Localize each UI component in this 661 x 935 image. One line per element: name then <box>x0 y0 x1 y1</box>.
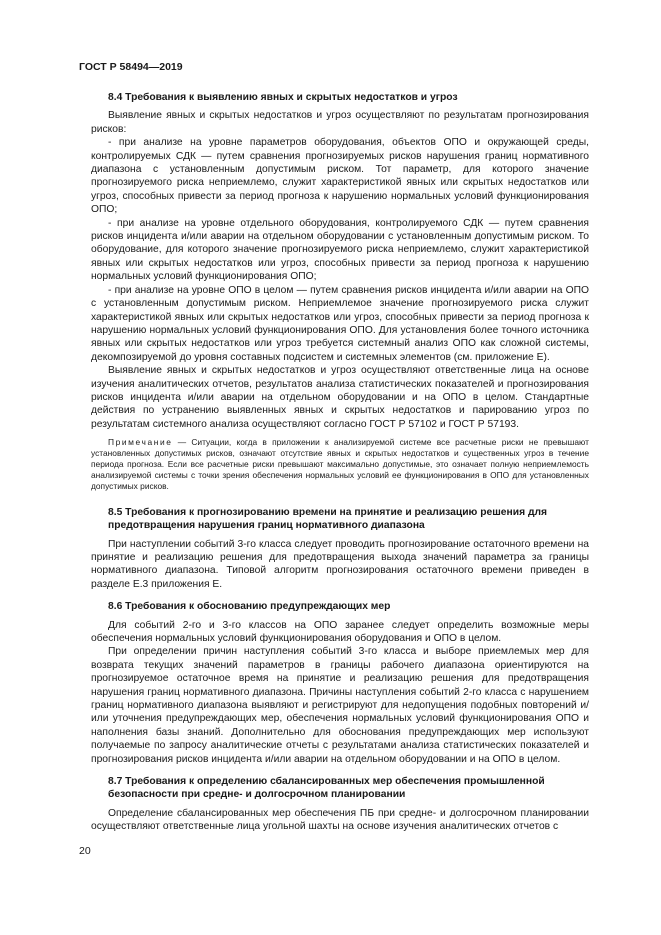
section-8-6-paragraph-2: При определении причин наступления событий 3-го класса и выборе приемлемых мер для возврата текущих значений параметров в границы рабочего диапазона ориентируются на прогнозируемое остаточное время на принятие и реализацию решения для предотвращения нарушения границ нормативного диапазона. Причины наступления событий 2-го класса с нарушением границ нормативного диапазона выявляют и регистрируют для недопущения подобных повторений и/или уточнения предупреждающих мер, обеспечения нормальных условий функционирования ОПО и наполнения базы знаний. Дополнительно для обоснования предупреждающих мер используют получаемые по запросу аналитические отчеты с результатами анализа статистических показателей и прогнозирования рисков инцидента и/или аварии на отдельном оборудовании и на ОПО в целом. <box>91 646 589 765</box>
section-8-7-paragraph: Определение сбалансированных мер обеспечения ПБ при средне- и долгосрочном планировании осуществляют ответственные лица угольной шахты на основе изучения аналитических отчетов с <box>91 807 589 833</box>
section-8-4-conclusion: Выявление явных и скрытых недостатков и угроз осуществляют ответственные лица на основе изучения аналитических отчетов, результатов анализа статистических показателей и прогнозирования рисков инцидента и/или аварии на отдельном оборудовании и на ОПО в целом. Стандартные действия по устранению выявленных явных и скрытых недостатков и парированию угроз по результатам системного анализа осуществляют согласно ГОСТ Р 57102 и ГОСТ Р 57193. <box>91 365 589 430</box>
section-8-7-heading: 8.7 Требования к определению сбалансированных мер обеспечения промышленной безопасности при средне- и долгосрочном планировании <box>108 776 545 801</box>
section-8-5-heading: 8.5 Требования к прогнозированию времени на принятие и реализацию решения для предотвращения нарушения границ нормативного диапазона <box>108 506 548 532</box>
page-number: 20 <box>79 845 91 857</box>
section-8-5-paragraph: При наступлении событий 3-го класса следует проводить прогнозирование остаточного времени на принятие и реализацию решения для предотвращения выхода значений параметра за границы нормативного диапазона. Типовой алгоритм прогнозирования остаточного времени приведен в разделе Е.3 приложения Е. <box>91 538 589 590</box>
note-label: Примечание <box>108 437 173 448</box>
section-8-4-note <box>91 437 589 492</box>
section-8-6-heading: 8.6 Требования к обоснованию предупреждающих мер <box>108 601 391 613</box>
section-8-4-item-parameters: - при анализе на уровне параметров оборудования, объектов ОПО и окружающей среды, контролируемых СДК — путем сравнения прогнозируемых рисков нарушения границ нормативного диапазона с установленным допустимым риском. Тот параметр, для которого значение прогнозируемого риска неприемлемо, служит характеристикой явных или скрытых недостатков или угроз, способных привести за период прогноза к нарушению нормальных условий функционирования ОПО; <box>91 137 589 216</box>
section-8-4-item-equipment: - при анализе на уровне отдельного оборудования, контролируемого СДК — путем сравнения рисков инцидента и/или аварии на отдельном оборудовании с установленным допустимым риском. То оборудование, для которого значение прогнозируемого риска неприемлемо, служит характеристикой явных или скрытых недостатков или угроз, способных привести за период прогноза к нарушению нормальных условий функционирования ОПО; <box>91 217 589 283</box>
section-8-6-paragraph-1: Для событий 2-го и 3-го классов на ОПО заранее следует определить возможные меры обеспечения нормальных условий функционирования оборудования и ОПО в целом. <box>91 619 589 644</box>
page-content <box>91 91 589 834</box>
note-text: — Ситуации, когда в приложении к анализируемой системе все расчетные риски не превышают установленных допустимых рисков, означают отсутствие явных и скрытых недостатков и существенных угроз в течение периода прогноза. Если все расчетные риски превышают максимально допустимые, это означает полную неприемлемость анализируемой системы с точки зрения обеспечения нормальных условий ее функционирования в ОПО для установленных допустимых рисков. <box>91 437 589 491</box>
section-8-4-heading: 8.4 Требования к выявлению явных и скрытых недостатков и угроз <box>108 92 458 103</box>
document-header: ГОСТ Р 58494—2019 <box>79 61 183 73</box>
section-8-4-intro: Выявление явных и скрытых недостатков и угроз осуществляют по результатам прогнозирования рисков: <box>91 110 589 135</box>
section-8-4-item-opo: - при анализе на уровне ОПО в целом — путем сравнения рисков инцидента и/или аварии на ОПО с установленным допустимым риском. Неприемлемое значение прогнозируемого риска служит характеристикой явных или скрытых недостатков или угроз, способных привести за период прогноза к нарушению нормальных условий функционирования ОПО. Для установления более точного источника явных или скрытых недостатков или угроз требуется системный анализ ОПО как сложной системы, декомпозируемой до уровня составных подсистем и системных элементов (см. приложение Е). <box>91 284 589 363</box>
